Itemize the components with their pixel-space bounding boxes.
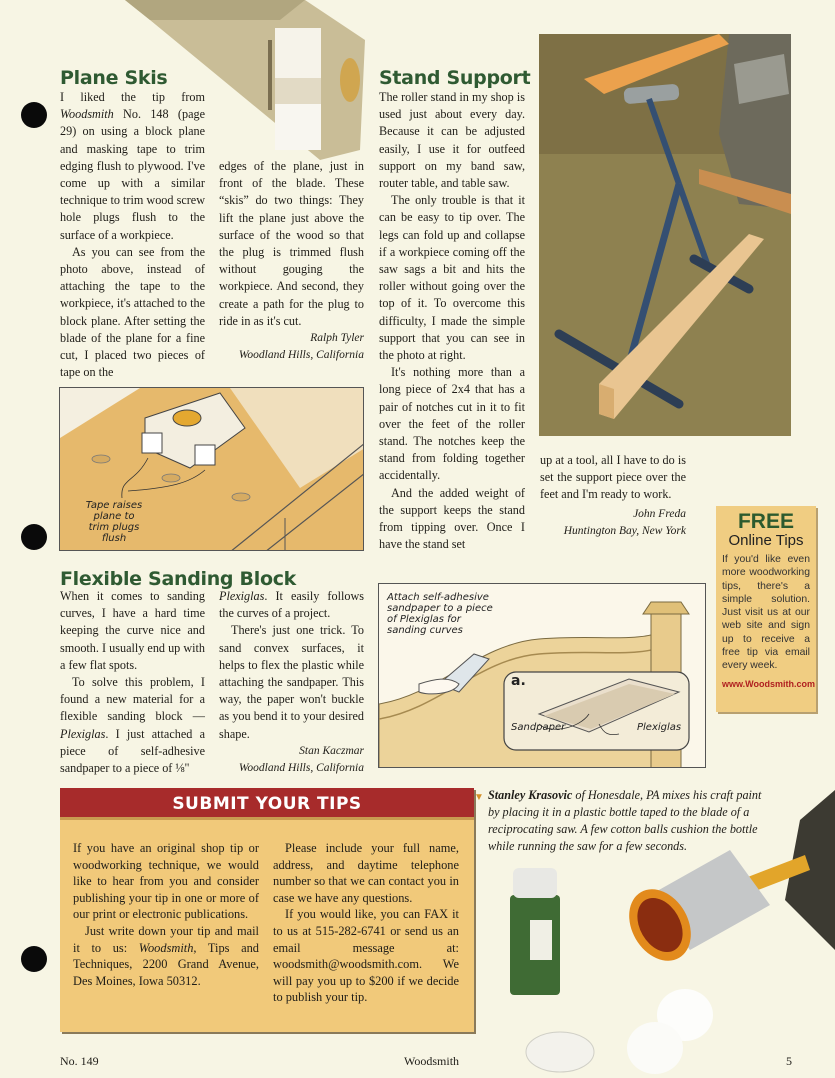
sandpaper-label: Sandpaper (511, 722, 566, 733)
plane-skis-intro: I liked the tip from Woodsmith No. 148 (page 29) on using a block plane and masking tape to trim edging flush to plywood. I've come up with a similar technique to trim wood screw hole plugs flush to the surface of a workpiece. (60, 90, 205, 242)
binder-hole-bottom (21, 946, 47, 972)
stand-support-column-1 (379, 89, 525, 553)
stand-support-author: John Freda (633, 507, 686, 520)
submit-tips-paragraph-1: If you have an original shop tip or woodworking technique, we would like to hear from you and consider publishing your tip in one or more of our print or electronic publications. (73, 841, 259, 922)
stand-support-paragraph-4: And the added weight of the support keeps the stand from tipping over. Once I have the stand set (379, 485, 525, 552)
footer-issue-number: No. 149 (60, 1054, 99, 1068)
detail-a-label: a. (511, 673, 526, 689)
stand-support-column-2 (540, 452, 686, 540)
photo-tip-author: Stanley Krasovic (488, 788, 573, 802)
stand-support-col2-paragraph: up at a tool, all I have to do is set the support piece over the feet and I'm ready to work. (540, 453, 686, 502)
footer-page-number: 5 (786, 1054, 792, 1068)
plane-skis-author: Ralph Tyler (310, 332, 364, 345)
flexible-sanding-column-2 (219, 588, 364, 777)
flexible-sanding-author: Stan Kaczmar (299, 744, 364, 757)
binder-hole-top (21, 102, 47, 128)
stand-support-paragraph-1: The roller stand in my shop is used just about every day. Because it can be adjusted easily, I use it for outfeed support on my band saw, router table, and table saw. (379, 90, 525, 191)
flexible-sanding-heading: Flexible Sanding Block (60, 568, 296, 590)
plane-skis-illustration (59, 387, 364, 551)
submit-tips-heading: SUBMIT YOUR TIPS (60, 788, 474, 820)
free-tips-subtitle: Online Tips (728, 532, 804, 549)
sanding-block-illustration (378, 583, 706, 768)
sanding-illustration-caption: Attach self-adhesive sandpaper to a piece of Plexiglas for sanding curves (387, 592, 493, 636)
stand-support-location: Huntington Bay, New York (563, 524, 686, 537)
footer-magazine-name: Woodsmith (404, 1054, 460, 1068)
free-tips-body: If you'd like even more woodworking tips, there's a simple solution. Just visit us at our web site and sign up to receive a free tip via email every week. (722, 554, 810, 672)
submit-tips-column-2 (273, 840, 459, 1006)
plane-skis-heading: Plane Skis (60, 67, 168, 89)
flexible-sanding-col2-paragraph-2: There's just one trick. To sand convex surfaces, it helps to flex the plastic while attaching the sandpaper. This way, the paper won't buckle as you bend it to your desired shape. (219, 623, 364, 741)
submit-tips-paragraph-2: Just write down your tip and mail it to us: Woodsmith, Tips and Techniques, 2200 Grand Avenue, Des Moines, Iowa 50312. (73, 923, 259, 988)
binder-hole-middle (21, 524, 47, 550)
plexiglas-label: Plexiglas (637, 722, 682, 733)
flexible-sanding-col2-paragraph-1: Plexiglas. It easily follows the curves of a project. (219, 589, 364, 621)
flexible-sanding-column-1 (60, 588, 205, 777)
submit-tips-paragraph-3: Please include your full name, address, and daytime telephone number so that we can contact you in case we have any questions. (273, 841, 459, 905)
plane-skis-column-1 (60, 89, 205, 381)
arrow-down-icon: ▼ (474, 792, 484, 803)
plane-skis-location: Woodland Hills, California (238, 349, 364, 362)
free-online-tips-box (716, 506, 816, 712)
plane-skis-illustration-caption: Tape raises plane to trim plugs flush (85, 500, 143, 544)
roller-stand-photo (539, 34, 791, 436)
submit-tips-box (60, 788, 474, 1032)
free-tips-title: FREE (737, 510, 794, 533)
flexible-sanding-paragraph-2: To solve this problem, I found a new material for a flexible sanding block — Plexiglas. I just attached a piece of self-adhesive sandpaper to a piece of ⅛" (60, 675, 205, 776)
plane-skis-paragraph-2: As you can see from the photo above, instead of attaching the tape to the workpiece, it's attached to the block plane. After setting the blade of the plane for a fine cut, I placed two pieces of tape on the (60, 244, 205, 380)
woodsmith-website-link[interactable]: www.Woodsmith.com (722, 678, 816, 689)
submit-tips-paragraph-4: If you would like, you can FAX it to us at 515-282-6741 or send us an email message at: woodsmith@woodsmith.com. We will pay you up to $200 if we decide to publish your tip. (273, 907, 459, 1005)
plane-skis-column-2 (219, 158, 364, 364)
stand-support-heading: Stand Support (379, 67, 531, 89)
paint-mixing-photo (500, 790, 835, 1078)
stand-support-paragraph-2: The only trouble is that it can be easy to tip over. The legs can fold up and collapse if a workpiece coming off the saw sags a bit and hits the roller without going over the top of it. To overcome this difficulty, I made the simple support that you can see in the photo at right. (379, 193, 525, 363)
flexible-sanding-paragraph-1: When it comes to sanding curves, I have a hard time keeping the curve nice and smooth. I usually end up with a few flat spots. (60, 589, 205, 672)
stand-support-paragraph-3: It's nothing more than a long piece of 2x4 that has a pair of notches cut in it to fit over the feet of the roller stand. The notches keep the stand from folding together accidentally. (379, 365, 525, 483)
plane-skis-col2-paragraph: edges of the plane, just in front of the blade. These “skis” do two things: They lift the plane just above the surface of the wood so that the plug is trimmed flush without gouging the workpiece. And second, they create a path for the plug to ride in as it's cut. (219, 159, 364, 328)
submit-tips-column-1 (73, 840, 259, 989)
photo-tip-caption: ▼ Stanley Krasovic of Honesdale, PA mixes his craft paint by placing it in a plastic bottle taped to the blade of a reciprocating saw. A few cotton balls cushion the bottle while running the saw for a few seconds. (474, 788, 762, 853)
flexible-sanding-location: Woodland Hills, California (238, 761, 364, 774)
